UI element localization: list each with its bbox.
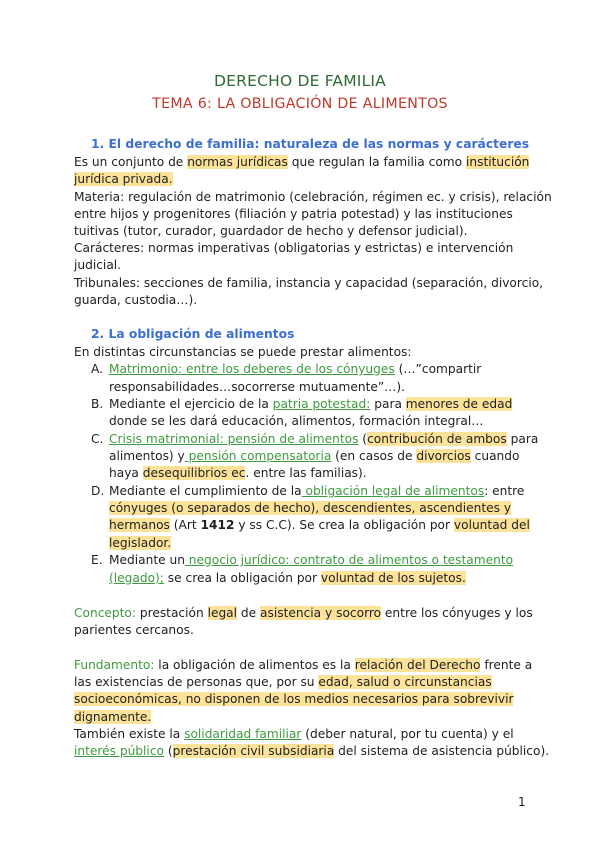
concepto-line: parientes cercanos. (74, 623, 194, 637)
list-item-c-line: Crisis matrimonial: pensión de alimentos (contribución de ambos para (109, 432, 539, 446)
list-item-c-line: haya desequilibrios ec. entre las familias). (109, 466, 367, 480)
list-item-d-line: Mediante el cumplimiento de la obligación legal de alimentos: entre (109, 484, 525, 498)
list-marker-c: C. (91, 432, 104, 446)
fundamento-line: las existencias de personas que, por su edad, salud o circunstancias (74, 675, 492, 689)
list-marker-a: A. (91, 362, 103, 376)
concepto-line: Concepto: prestación legal de asistencia y socorro entre los cónyuges y los (74, 606, 533, 620)
document-subtitle: TEMA 6: LA OBLIGACIÓN DE ALIMENTOS (152, 96, 448, 112)
link-patria-potestad[interactable]: patria potestad: (272, 397, 371, 411)
link-legado[interactable]: (legado); (109, 571, 164, 585)
link-pension-compensatoria[interactable]: pensión compensatoria (184, 449, 332, 463)
list-item-a-line: responsabilidades…socorrerse mutuamente”…). (109, 380, 405, 394)
paragraph-line: jurídica privada. (74, 172, 173, 186)
list-item-c-line: alimentos) y pensión compensatoria (en casos de divorcios cuando (109, 449, 520, 463)
list-marker-e: E. (91, 553, 103, 567)
paragraph-line: Tribunales: secciones de familia, instancia y capacidad (separación, divorcio, (74, 276, 544, 290)
document-title: DERECHO DE FAMILIA (213, 72, 386, 90)
list-marker-d: D. (91, 484, 105, 498)
paragraph-line: tuitivas (tutor, curador, guardador de hecho y defensor judicial). (74, 224, 468, 238)
paragraph-line: judicial. (74, 258, 122, 272)
fundamento-line: dignamente. (74, 710, 152, 724)
paragraph-line: Materia: regulación de matrimonio (celebración, régimen ec. y crisis), relación (74, 190, 552, 204)
link-solidaridad-familiar[interactable]: solidaridad familiar (184, 727, 302, 741)
link-matrimonio[interactable]: Matrimonio: entre los deberes de los cónyuges (109, 362, 395, 376)
list-item-d-line: legislador. (109, 536, 172, 550)
link-interes-publico[interactable]: interés público (74, 744, 164, 758)
page-number: 1 (518, 795, 526, 809)
paragraph-line: Carácteres: normas imperativas (obligatorias y estrictas) e intervención (74, 241, 514, 255)
paragraph-line: guarda, custodia…). (74, 293, 198, 307)
paragraph-line: Es un conjunto de normas jurídicas que regulan la familia como institución (74, 155, 530, 169)
list-item-a-line: Matrimonio: entre los deberes de los cónyuges (…”compartir (109, 362, 482, 376)
link-crisis-matrimonial[interactable]: Crisis matrimonial: pensión de alimentos (109, 432, 359, 446)
link-obligacion-legal[interactable]: obligación legal de alimentos (301, 484, 485, 498)
fundamento-line: socioeconómicas, no disponen de los medios necesarios para sobrevivir (74, 692, 514, 706)
list-item-d-line: hermanos (Art 1412 y ss C.C). Se crea la obligación por voluntad del (109, 518, 530, 532)
list-item-e-line: Mediante un negocio jurídico: contrato de alimentos o testamento (109, 553, 514, 567)
concepto-label: Concepto: (74, 606, 136, 620)
fundamento-line: Fundamento: la obligación de alimentos es la relación del Derecho frente a (74, 658, 533, 672)
list-marker-b: B. (91, 397, 104, 411)
fundamento-line: interés público (prestación civil subsidiaria del sistema de asistencia público). (74, 744, 550, 758)
list-item-b-line: donde se les dará educación, alimentos, formación integral… (109, 414, 484, 428)
paragraph-line: En distintas circunstancias se puede prestar alimentos: (74, 345, 412, 359)
list-item-d-line: cónyuges (o separados de hecho), descendientes, ascendientes y (109, 501, 512, 515)
fundamento-label: Fundamento: (74, 658, 155, 672)
paragraph-line: entre hijos y progenitores (filiación y patria potestad) y las instituciones (74, 207, 513, 221)
fundamento-line: También existe la solidaridad familiar (deber natural, por tu cuenta) y el (74, 727, 514, 741)
link-negocio-juridico[interactable]: negocio jurídico: contrato de alimentos o testamento (184, 553, 514, 567)
section-1-heading: 1. El derecho de familia: naturaleza de las normas y carácteres (91, 137, 530, 151)
list-item-b-line: Mediante el ejercicio de la patria potestad: para menores de edad (109, 397, 513, 411)
list-item-e-line: (legado); se crea la obligación por voluntad de los sujetos. (109, 571, 466, 585)
section-2-heading: 2. La obligación de alimentos (91, 327, 295, 341)
